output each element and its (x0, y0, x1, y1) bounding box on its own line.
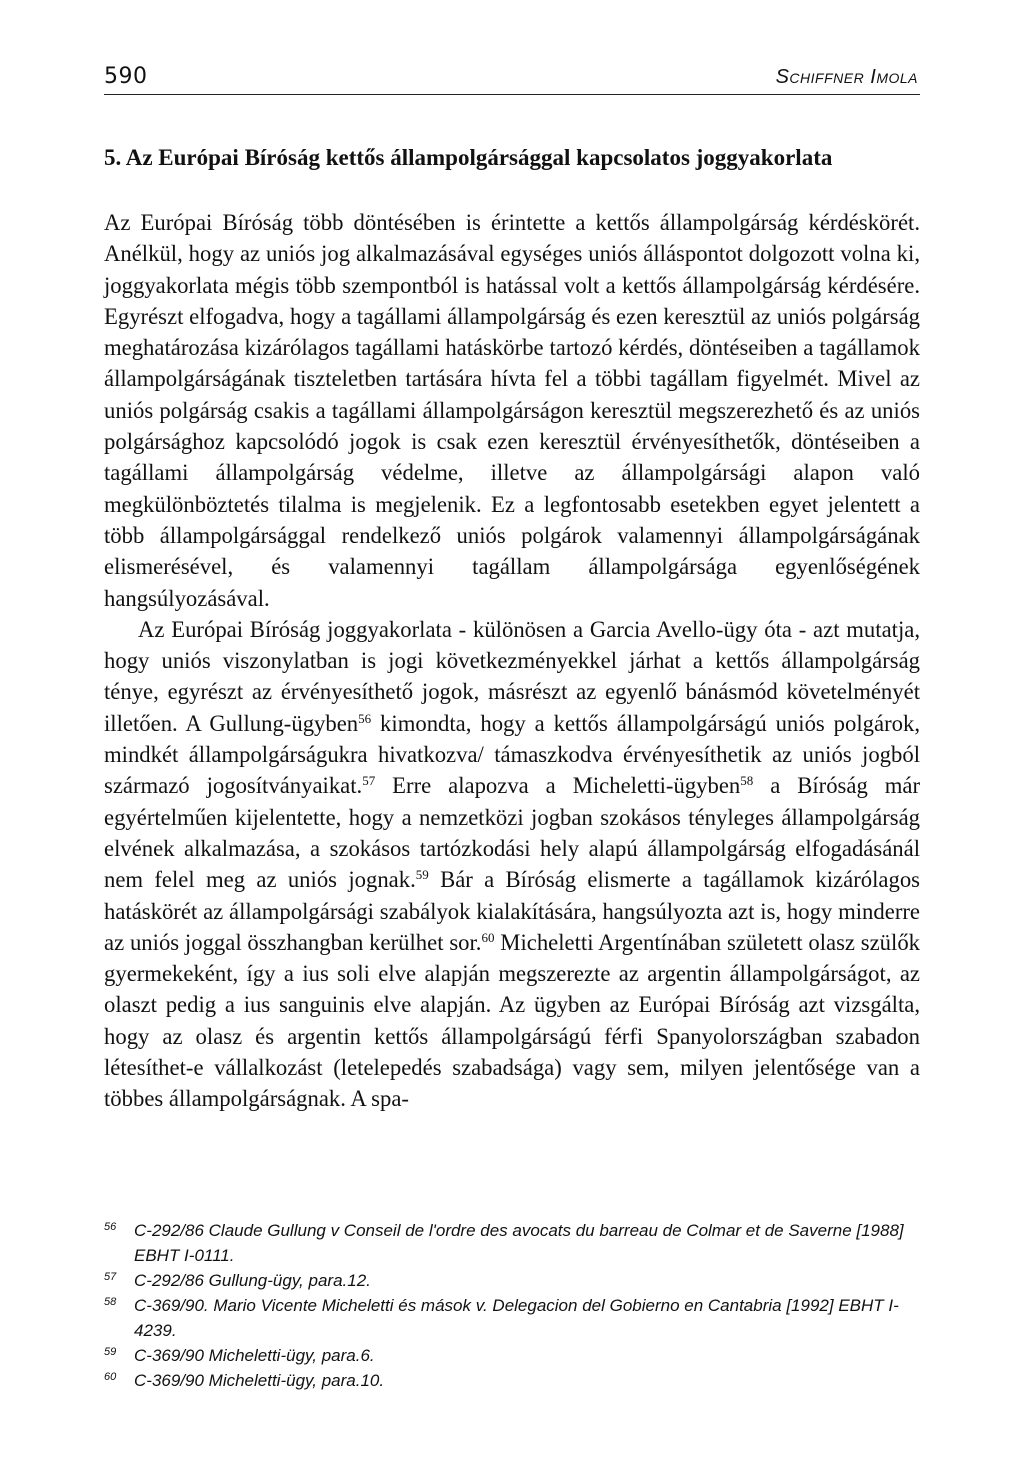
footnote-text: C-369/90 Micheletti-ügy, para.6. (134, 1346, 375, 1365)
footnote-ref[interactable]: 56 (358, 710, 372, 726)
footnote (104, 1343, 920, 1368)
footnote-ref[interactable]: 59 (415, 867, 429, 883)
page-number: 590 (104, 64, 148, 89)
text-segment: kimondta, hogy a kettős állampolgárságú uniós polgárok, mindkét állampolgárságukra hivatkozva/ támaszkodva érvényesíthetik az uniós jogból származó jogosítványaikat. (104, 710, 920, 799)
running-head: Schiffner Imola (775, 66, 918, 88)
footnote-number: 60 (104, 1371, 117, 1383)
footnote (104, 1268, 920, 1293)
page-header (104, 58, 920, 95)
text-segment: Az Európai Bíróság joggyakorlata - különösen a Garcia Avello-ügy óta - azt mutatja, hogy uniós viszonylatban is jogi következményekkel járhat a kettős állampolgárság ténye, egyrészt az érvényesíthető jogok, másrészt az egyenlő bánásmód követelményét illetően. A Gullung-ügyben (104, 616, 920, 736)
footnote (104, 1218, 920, 1268)
footnote-number: 59 (104, 1346, 117, 1358)
footnotes (104, 1218, 920, 1393)
footnote (104, 1368, 920, 1393)
footnote-number: 57 (104, 1271, 117, 1283)
paragraph (104, 207, 920, 614)
footnote-text: C-292/86 Gullung-ügy, para.12. (134, 1271, 371, 1290)
body-text (104, 207, 920, 1115)
section-title: 5. Az Európai Bíróság kettős állampolgársággal kapcsolatos joggyakorlata (104, 145, 833, 170)
footnote-ref[interactable]: 57 (362, 773, 376, 789)
footnote-number: 56 (104, 1221, 117, 1233)
footnote-number: 58 (104, 1296, 117, 1308)
footnote (104, 1293, 920, 1343)
paragraph (104, 614, 920, 1115)
footnote-text: C-369/90 Micheletti-ügy, para.10. (134, 1371, 385, 1390)
text-segment: Az Európai Bíróság több döntésében is érintette a kettős állampolgárság kérdéskörét. Anélkül, hogy az uniós jog alkalmazásával egységes uniós álláspontot dolgozott volna ki, joggyakorlata mégis több szempontból is hatással volt a kettős állampolgárság kérdésére. Egyrészt elfogadva, hogy a tagállami állampolgárság és ezen keresztül az uniós polgárság meghatározása kizárólagos tagállami hatáskörbe tartozó kérdés, döntéseiben a tagállamok állampolgárságának tiszteletben tartására hívta fel a többi tagállam figyelmét. Mivel az uniós polgárság csakis a tagállami állampolgárságon keresztül megszerezhető és az uniós polgársághoz kapcsolódó jogok is csak ezen keresztül érvényesíthetők, döntéseiben a tagállami állampolgárság védelme, illetve az állampolgársági alapon való megkülönböztetés tilalma is megjelenik. Ez a legfontosabb esetekben egyet jelentett a több állampolgársággal rendelkező uniós polgárok valamennyi állampolgárságának elismerésével, és valamennyi tagállam állampolgársága egyenlőségének hangsúlyozásával. (104, 210, 920, 611)
text-segment: Micheletti Argentínában született olasz szülők gyermekeként, így a ius soli elve alapján megszerezte az argentin állampolgárságot, az olaszt pedig a ius sanguinis elve alapján. Az ügyben az Európai Bíróság azt vizsgálta, hogy az olasz és argentin kettős állampolgárságú férfi Spanyolországban szabadon létesíthet-e vállalkozást (letelepedés szabadsága) vagy sem, milyen jelentősége van a többes állampolgárságnak. A spa- (104, 929, 921, 1112)
footnote-text: C-292/86 Claude Gullung v Conseil de l'ordre des avocats du barreau de Colmar et de Saverne [1988] EBHT I-0111. (134, 1221, 904, 1265)
text-segment: Bár a Bíróság elismerte a tagállamok kizárólagos hatáskörét az állampolgársági szabályok kialakítására, hangsúlyozta azt is, hogy minderre az uniós joggal összhangban kerülhet sor. (104, 867, 920, 955)
text-segment: a Bíróság már egyértelműen kijelentette, hogy a nemzetközi jogban szokásos tényleges állampolgárság elvének alkalmazása, a szokásos tartózkodási hely alapú állampolgárság elfogadásánál nem felel meg az uniós jognak. (104, 773, 921, 893)
footnote-ref[interactable]: 58 (740, 773, 754, 789)
footnote-text: C-369/90. Mario Vicente Micheletti és mások v. Delegacion del Gobierno en Cantabria [1992] EBHT I-4239. (134, 1296, 899, 1340)
footnote-ref[interactable]: 60 (481, 929, 495, 945)
text-segment: Erre alapozva a Micheletti-ügyben (375, 773, 741, 799)
